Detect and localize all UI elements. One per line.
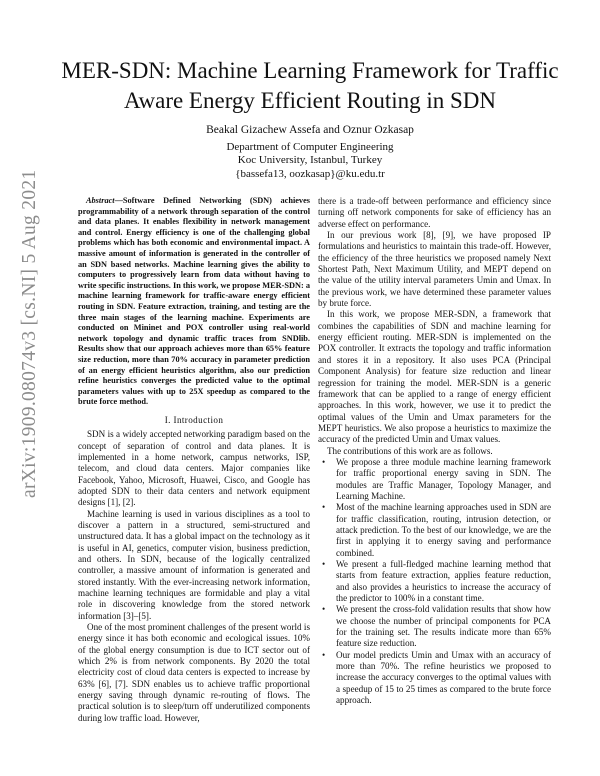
author-names: Beakal Gizachew Assefa and Oznur Ozkasap xyxy=(206,124,414,136)
left-column xyxy=(78,196,310,724)
abstract: Abstract—Software Defined Networking (SDN) achieves programmability of a network through separation of the control and data planes. It enables flexibility in network management and control. Energy efficiency is one of the challenging global problems which has both economic and environmental impact. A massive amount of information is generated in the controller of an SDN based networks. Machine learning gives the ability to computers to progressively learn from data without having to write specific instructions. In this work, we propose MER-SDN: a machine learning framework for traffic-aware energy efficient routing in SDN. Feature extraction, training, and testing are the three main stages of the learning machine. Experiments are conducted on Mininet and POX controller using real-world network topology and dynamic traffic traces from SNDlib. Results show that our approach achieves more than 65% feature size reduction, more than 70% accuracy in parameter prediction of an energy efficient heuristics algorithm, also our prediction refine heuristics converges the predicted value to the optimal parameters values with up to 25X speedup as compared to the brute force method. xyxy=(78,196,310,407)
abstract-lead: Abstract xyxy=(86,196,115,205)
paragraph: The contributions of this work are as follows. xyxy=(327,445,493,456)
paragraph: In this work, we propose MER-SDN, a framework that combines the capabilities of SDN and machine learning for energy efficient routing. MER-SDN is implemented on the POX controller. It extracts the topology and traffic information and stores it in a repository. It also uses PCA (Principal Component Analysis) for feature size reduction and linear regression for training the model. MER-SDN is a generic framework that can be applied to a range of energy efficient approaches. In this work, however, we use it to predict the optimal values of the Umin and Umax parameters for the MEPT heuristics. We also propose a heuristics to maximize the accuracy of the predicted Umin and Umax values. xyxy=(318,309,551,445)
author-email: {bassefa13, oozkasap}@ku.edu.tr xyxy=(235,167,385,180)
list-item: • We propose a three module machine learning framework for traffic proportional energy saving in SDN. The modules are Traffic Manager, Topology Manager, and Learning Machine. xyxy=(332,457,551,502)
arxiv-identifier: arXiv:1909.08074v3 [cs.NI] 5 Aug 2021 xyxy=(19,169,40,498)
paragraph: One of the most prominent challenges of the present world is energy since it has both economic and ecological issues. 10% of the global energy consumption is due to ICT sector out of which 2% is from network components. By 2020 the total electricity cost of cloud data centers is expected to increase by 63% [6], [7]. SDN enables us to achieve traffic proportional energy saving through dynamic re-routing of flows. The practical solution is to sleep/turn off underutilized components during low traffic load. However, xyxy=(78,622,310,723)
right-column xyxy=(318,196,551,706)
abstract-text: Software Defined Networking (SDN) achieves programmability of a network through separation of the control and data planes. It enables flexibility in network management and control. Energy efficiency is one of the challenging global problems which has both economic and environmental impact. A massive amount of information is generated in the controller of an SDN based networks. Machine learning gives the ability to computers to progressively learn from data without having to write specific instructions. In this work, we propose MER-SDN: a machine learning framework for traffic-aware energy efficient routing in SDN. Feature extraction, training, and testing are the three main stages of the learning machine. Experiments are conducted on Mininet and POX controller using real-world network topology and dynamic traffic traces from SNDlib. Results show that our approach achieves more than 65% feature size reduction, more than 70% accuracy in parameter prediction of an energy efficient heuristics algorithm, also our prediction refine heuristics converges the predicted value to the optimal parameters values with up to 25X speedup as compared to the brute force method. xyxy=(78,196,310,407)
list-item: • We present a full-fledged machine learning method that starts from feature extraction, applies feature reduction, and also provides a heuristics to increase the accuracy of the predictor to 100% in a constant time. xyxy=(332,559,551,604)
author-department: Department of Computer Engineering xyxy=(226,140,394,153)
paragraph: there is a trade-off between performance and efficiency since turning off network components for sake of efficiency has an adverse effect on performance. xyxy=(318,196,551,229)
list-item: • We present the cross-fold validation results that show how we choose the number of principal components for PCA for the training set. The results indicate more than 65% feature size reduction. xyxy=(332,604,551,649)
list-item: • Our model predicts Umin and Umax with an accuracy of more than 70%. The refine heuristics we proposed to increase the accuracy converges to the optimal values with a speedup of 15 to 25 times as compared to the brute force approach. xyxy=(332,650,551,707)
contribution-list xyxy=(318,457,551,707)
author-institution: Koc University, Istanbul, Turkey xyxy=(237,154,383,166)
section-heading-introduction: I. Introduction xyxy=(164,414,224,425)
paragraph: In our previous work [8], [9], we have proposed IP formulations and heuristics to maintain this trade-off. However, the efficiency of the three heuristics we proposed namely Next Shortest Path, Next Maximum Utility, and MEPT depend on the value of the utility interval parameters Umin and Umax. In the previous work, we have determined these parameter values by brute force. xyxy=(318,230,551,309)
author-block xyxy=(40,124,580,181)
paper-title: MER-SDN: Machine Learning Framework for Traffic Aware Energy Efficient Routing in SDN xyxy=(61,58,559,113)
list-item: • Most of the machine learning approaches used in SDN are for traffic classification, routing, intrusion detection, or attack prediction. To the best of our knowledge, we are the first in applying it to energy saving and performance combined. xyxy=(332,502,551,559)
paragraph: Machine learning is used in various disciplines as a tool to discover a pattern in a structured, semi-structured and unstructured data. It has a global impact on the technology as it is useful in AI, genetics, computer vision, business prediction, and others. In SDN, because of the logically centralized controller, a massive amount of information is generated and stored instantly. With the ever-increasing network information, machine learning techniques are formidable and play a vital role in discovering knowledge from the stored network information [3]–[5]. xyxy=(78,508,310,621)
paragraph: SDN is a widely accepted networking paradigm based on the concept of separation of control and data planes. It is implemented in a home network, campus networks, ISP, telecom, and cloud data centers. Major companies like Facebook, Yahoo, Microsoft, Huawei, Cisco, and Google has adopted SDN to their data centers and network equipment designs [1], [2]. xyxy=(78,429,310,508)
